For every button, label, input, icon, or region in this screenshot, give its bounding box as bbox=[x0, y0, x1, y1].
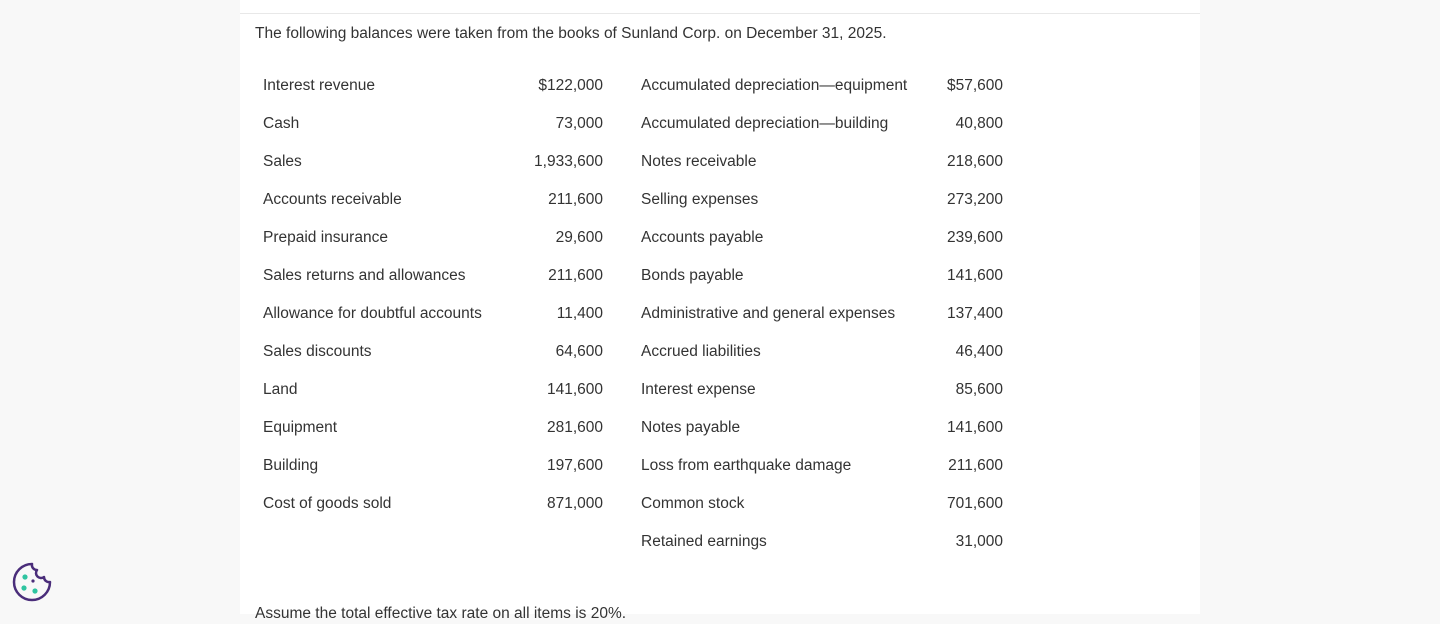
left-account-amount: $122,000 bbox=[538, 77, 603, 94]
right-account-name: Selling expenses bbox=[641, 191, 759, 208]
balance-row bbox=[255, 371, 1003, 409]
left-account-name: Sales returns and allowances bbox=[263, 267, 466, 284]
column-gap bbox=[603, 257, 641, 295]
right-account-amount: $57,600 bbox=[946, 77, 1003, 94]
left-account-amount: 11,400 bbox=[556, 305, 603, 322]
right-account-name: Common stock bbox=[641, 495, 745, 512]
right-account-amount: 31,000 bbox=[955, 533, 1003, 550]
column-gap bbox=[603, 333, 641, 371]
right-account-amount: 239,600 bbox=[946, 229, 1003, 246]
left-account-name: Equipment bbox=[263, 419, 338, 436]
column-gap bbox=[603, 523, 641, 561]
right-account-amount: 701,600 bbox=[946, 495, 1003, 512]
question-panel bbox=[240, 0, 1200, 622]
left-account-amount: 141,600 bbox=[546, 381, 603, 398]
intro-text: The following balances were taken from the books of Sunland Corp. on December 31, 2025. bbox=[255, 25, 887, 42]
left-account-name: Sales bbox=[263, 153, 302, 170]
balance-row bbox=[255, 105, 1003, 143]
right-account-name: Bonds payable bbox=[641, 267, 744, 284]
left-account-amount: 197,600 bbox=[546, 457, 603, 474]
left-account-amount: 64,600 bbox=[555, 343, 603, 360]
column-gap bbox=[603, 67, 641, 105]
left-account-amount: 281,600 bbox=[546, 419, 603, 436]
left-account-name: Accounts receivable bbox=[263, 191, 402, 208]
column-gap bbox=[603, 105, 641, 143]
right-account-amount: 141,600 bbox=[946, 419, 1003, 436]
left-account-amount: 73,000 bbox=[555, 115, 603, 132]
column-gap bbox=[603, 371, 641, 409]
cookie-settings-button[interactable] bbox=[10, 560, 54, 604]
column-gap bbox=[603, 295, 641, 333]
left-account-name: Allowance for doubtful accounts bbox=[263, 305, 482, 322]
left-account-name: Land bbox=[263, 381, 298, 398]
right-account-name: Notes payable bbox=[641, 419, 741, 436]
right-account-amount: 141,600 bbox=[946, 267, 1003, 284]
balance-row bbox=[255, 67, 1003, 105]
column-gap bbox=[603, 181, 641, 219]
left-account-name: Building bbox=[263, 457, 319, 474]
right-account-amount: 46,400 bbox=[955, 343, 1003, 360]
column-gap bbox=[603, 143, 641, 181]
left-account-name: Cost of goods sold bbox=[263, 495, 392, 512]
right-account-name: Accrued liabilities bbox=[641, 343, 761, 360]
right-account-name: Administrative and general expenses bbox=[641, 305, 896, 322]
balance-row bbox=[255, 257, 1003, 295]
cookie-icon bbox=[10, 560, 54, 604]
right-account-name: Notes receivable bbox=[641, 153, 757, 170]
right-account-name: Accumulated depreciation—equipment bbox=[641, 77, 908, 94]
right-account-name: Interest expense bbox=[641, 381, 756, 398]
column-gap bbox=[603, 409, 641, 447]
balances-table bbox=[255, 67, 1003, 561]
balance-row bbox=[255, 485, 1003, 523]
column-gap bbox=[603, 219, 641, 257]
right-account-name: Accumulated depreciation—building bbox=[641, 115, 889, 132]
right-account-name: Retained earnings bbox=[641, 533, 767, 550]
column-gap bbox=[603, 447, 641, 485]
left-account-amount bbox=[513, 523, 603, 561]
right-account-amount: 40,800 bbox=[955, 115, 1003, 132]
balance-row bbox=[255, 143, 1003, 181]
balance-row bbox=[255, 523, 1003, 561]
left-account-amount: 871,000 bbox=[546, 495, 603, 512]
right-account-name: Loss from earthquake damage bbox=[641, 457, 852, 474]
left-account-name: Prepaid insurance bbox=[263, 229, 388, 246]
balance-row bbox=[255, 447, 1003, 485]
left-account-amount: 211,600 bbox=[548, 267, 603, 284]
left-account-name: Cash bbox=[263, 115, 300, 132]
divider bbox=[240, 13, 1200, 14]
left-account-amount: 1,933,600 bbox=[534, 153, 603, 170]
left-account-name bbox=[255, 523, 513, 561]
right-account-amount: 273,200 bbox=[946, 191, 1003, 208]
column-gap bbox=[603, 485, 641, 523]
left-account-amount: 211,600 bbox=[548, 191, 603, 208]
left-account-name: Interest revenue bbox=[263, 77, 376, 94]
balance-row bbox=[255, 219, 1003, 257]
right-account-name: Accounts payable bbox=[641, 229, 764, 246]
assumption-text: Assume the total effective tax rate on all items is 20%. bbox=[255, 605, 627, 622]
right-account-amount: 211,600 bbox=[948, 457, 1003, 474]
balance-row bbox=[255, 295, 1003, 333]
left-account-name: Sales discounts bbox=[263, 343, 372, 360]
balance-row bbox=[255, 333, 1003, 371]
left-account-amount: 29,600 bbox=[555, 229, 603, 246]
right-account-amount: 137,400 bbox=[946, 305, 1003, 322]
right-account-amount: 218,600 bbox=[946, 153, 1003, 170]
balance-row bbox=[255, 181, 1003, 219]
right-account-amount: 85,600 bbox=[955, 381, 1003, 398]
balance-row bbox=[255, 409, 1003, 447]
